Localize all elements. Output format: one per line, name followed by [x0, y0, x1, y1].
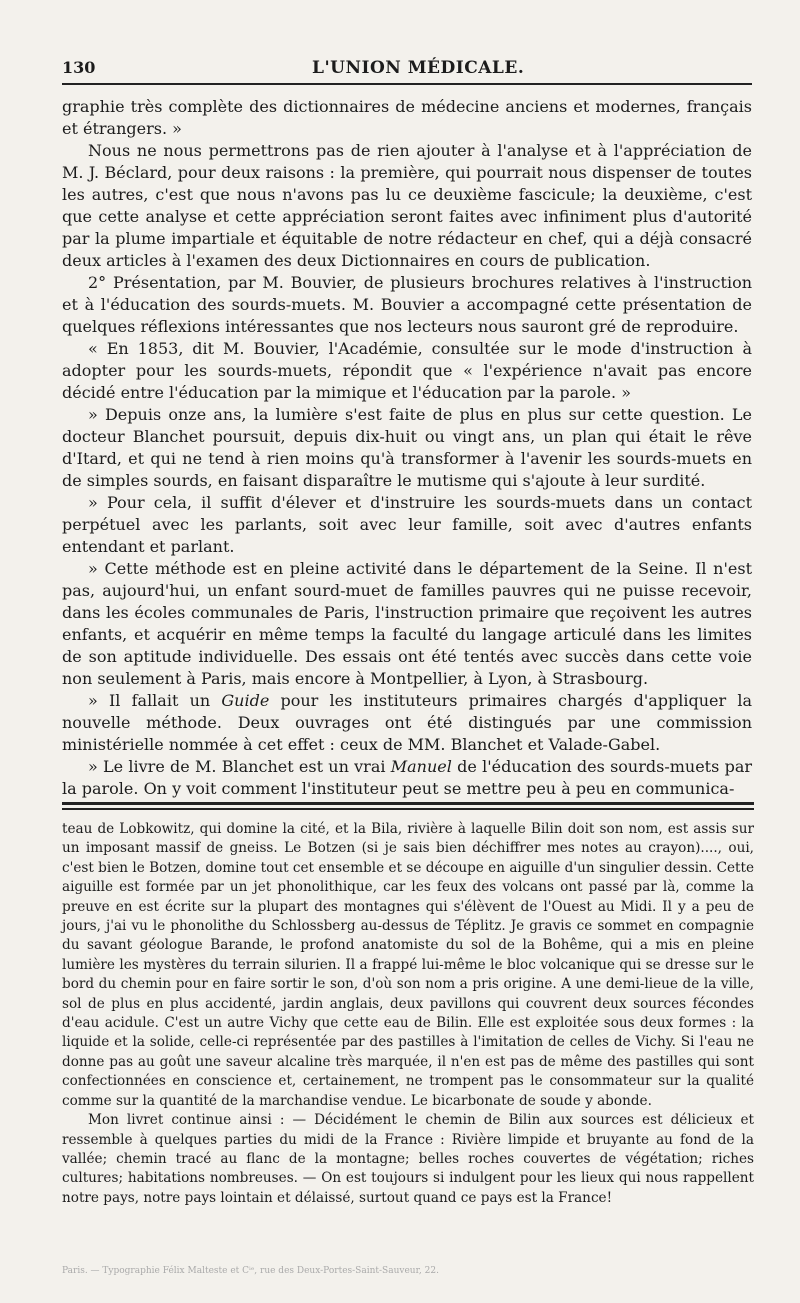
- paragraph-bouvier-presentation: 2° Présentation, par M. Bouvier, de plusieurs brochures relatives à l'instruction et à l'éducation des sourds-muets. M. Bouvier a accompagné cette présentation de quelques réflexions intéressantes que nos lecteurs nous sauront gré de reproduire.: [62, 273, 752, 336]
- guide-text-before: » Il fallait un: [88, 691, 222, 710]
- guide-italic: Guide: [221, 691, 270, 710]
- manuel-italic: Manuel: [390, 757, 452, 776]
- page-header: [62, 58, 752, 84]
- main-article: [62, 96, 752, 800]
- running-title: L'UNION MÉDICALE.: [312, 58, 525, 78]
- paragraph-guide: [62, 690, 752, 756]
- paragraph-contact-parlants: » Pour cela, il suffit d'élever et d'instruire les sourds-muets dans un contact perpétuel avec les parlants, soit avec leur famille, soit avec d'autres enfants entendant et parlant.: [62, 493, 752, 556]
- page-number: 130: [62, 58, 96, 77]
- manuel-text-before: » Le livre de M. Blanchet est un vrai: [88, 757, 391, 776]
- printer-footer: Paris. — Typographie Félix Malteste et Cⁱᵉ, rue des Deux-Portes-Saint-Sauveur, 22.: [62, 1266, 439, 1276]
- paragraph-beclard: Nous ne nous permettrons pas de rien ajouter à l'analyse et à l'appréciation de M. J. Béclard, pour deux raisons : la première, qui pourrait nous dispenser de toutes les autres, c'est que nous n'avons pas lu ce deuxième fascicule; la deuxième, c'est que cette analyse et cette appréciation seront faites avec infiniment plus d'autorité par la plume impartiale et équitable de notre rédacteur en chef, qui a déjà consacré deux articles à l'examen des deux Dictionnaires en cours de publication.: [62, 141, 752, 270]
- paragraph-blanchet: » Depuis onze ans, la lumière s'est faite de plus en plus sur cette question. Le docteur Blanchet poursuit, depuis dix-huit ou vingt ans, un plan qui était le rêve d'Itard, et qui ne tend à rien moins qu'à transformer à l'avenir les sourds-muets en de simples sourds, en faisant disparaître le mutisme qui s'ajoute à leur surdité.: [62, 405, 752, 490]
- manuel-text-after: de l'éducation des sourds-muets par la parole. On y voit comment l'instituteur peut se mettre peu à peu en communica-: [62, 757, 753, 798]
- paragraph-continuation: graphie très complète des dictionnaires de médecine anciens et modernes, français et étrangers. »: [62, 97, 752, 138]
- feuilleton-paragraph-livret: Mon livret continue ainsi : — Décidément le chemin de Bilin aux sources est délicieux et ressemble à quelques parties du midi de la France : Rivière limpide et bruyante au fond de la vallée; chemin tracé au flanc de la montagne; belles roches couvertes de végétation; riches cultures; habitations nombreuses. — On est toujours si indulgent pour les lieux qui nous rappellent notre pays, notre pays lointain et délaissé, surtout quand ce pays est la France!: [62, 1112, 754, 1206]
- paragraph-manuel: [62, 756, 752, 800]
- feuilleton-section: [62, 820, 754, 1208]
- guide-text-after: pour les instituteurs primaires chargés d'appliquer la nouvelle méthode. Deux ouvrages ont été distingués par une commission ministérielle nommée à cet effet : ceux de MM. Blanchet et Valade-Gabel.: [62, 691, 752, 754]
- paragraph-academie-1853: « En 1853, dit M. Bouvier, l'Académie, consultée sur le mode d'instruction à adopter pour les sourds-muets, répondit que « l'expérience n'avait pas encore décidé entre l'éducation par la mimique et l'éducation par la parole. »: [62, 339, 752, 402]
- paragraph-methode-seine: » Cette méthode est en pleine activité dans le département de la Seine. Il n'est pas, aujourd'hui, un enfant sourd-muet de familles pauvres qui ne puisse recevoir, dans les écoles communales de Paris, l'instruction primaire que reçoivent les autres enfants, et acquérir en même temps la faculté du langage articulé dans les limites de son aptitude individuelle. Des essais ont été tentés avec succès dans cette voie non seulement à Paris, mais encore à Montpellier, à Lyon, à Strasbourg.: [62, 559, 752, 688]
- header-rule: [62, 83, 752, 85]
- feuilleton-paragraph-bilin: teau de Lobkowitz, qui domine la cité, et la Bila, rivière à laquelle Bilin doit son nom, est assis sur un imposant massif de gneiss. Le Botzen (si je sais bien déchiffrer mes notes au crayon)...., oui, c'est bien le Botzen, domine tout cet ensemble et se découpe en aiguille d'un singulier dessin. Cette aiguille est formée par un jet phonolithique, car les feux des volcans ont passé par là, comme la preuve en est écrite sur la plupart des montagnes qui s'élèvent de l'Ouest au Midi. Il y a peu de jours, j'ai vu le phonolithe du Schlossberg au-dessus de Téplitz. Je gravis ce sommet en compagnie du savant géologue Barande, le profond anatomiste du sol de la Bohême, qui a mis en pleine lumière les mystères du terrain silurien. Il a frappé lui-même le bloc volcanique qui se dresse sur le bord du chemin pour en faire sortir le son, d'où son nom a pris origine. A une demi-lieue de la ville, sol de plus en plus accidenté, jardin anglais, deux pavillons qui couvrent deux sources fécondes d'eau acidule. C'est un autre Vichy que cette eau de Bilin. Elle est exploitée sous deux formes : la liquide et la solide, celle-ci représentée par des pastilles à l'imitation de celles de Vichy. Si l'eau ne donne pas au goût une saveur alcaline très marquée, il n'en est pas de même des pastilles qui sont confectionnées en conscience et, certainement, ne trompent pas le consommateur sur la qualité comme sur la quantité de la marchandise vendue. Le bicarbonate de soude y abonde.: [62, 821, 754, 1109]
- feuilleton-divider: [62, 802, 754, 810]
